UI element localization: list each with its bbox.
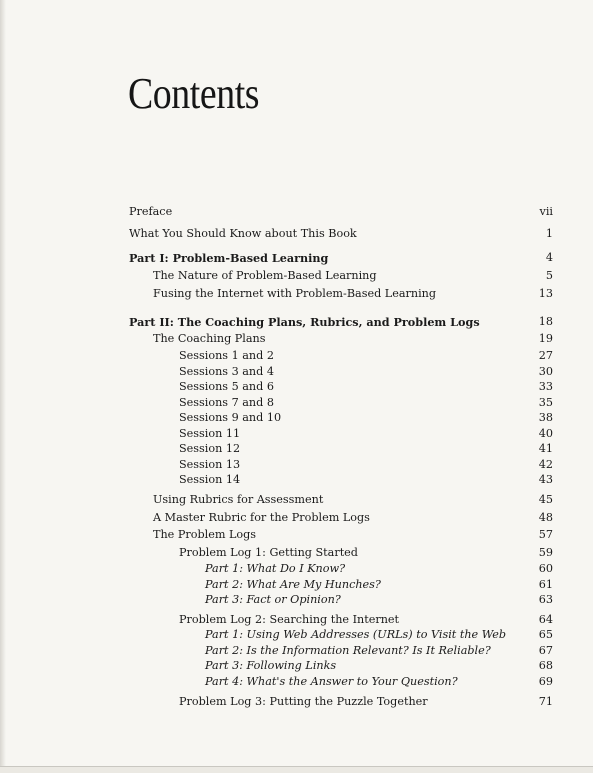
toc-entry-label: Sessions 7 and 8	[179, 396, 274, 409]
toc-entry	[0, 410, 593, 426]
toc-entry	[0, 395, 593, 411]
toc-entry-page: 42	[538, 458, 553, 471]
toc-entry-page: 68	[538, 659, 553, 672]
toc-entry-label: The Coaching Plans	[153, 332, 266, 345]
toc-entry-preface	[0, 204, 593, 220]
toc-entry-about-book	[0, 226, 593, 242]
toc-entry-page: 67	[538, 644, 553, 657]
toc-entry	[0, 364, 593, 380]
toc-entry-part-2	[0, 314, 593, 330]
toc-entry	[0, 441, 593, 457]
toc-entry	[0, 694, 593, 710]
toc-entry-label: The Problem Logs	[153, 528, 257, 541]
toc-entry-label: Sessions 3 and 4	[179, 365, 274, 378]
toc-entry-page: 45	[538, 493, 553, 506]
toc-entry	[0, 545, 593, 561]
toc-entry-page: 60	[538, 562, 553, 575]
toc-entry-page: 64	[538, 613, 553, 626]
toc-entry	[0, 426, 593, 442]
toc-entry-label: Sessions 5 and 6	[179, 380, 274, 393]
toc-entry-page: 41	[538, 442, 553, 455]
toc-entry-page: 33	[538, 380, 553, 393]
toc-entry-label: Sessions 1 and 2	[179, 349, 274, 362]
toc-entry-page: 13	[538, 287, 553, 300]
toc-entry	[0, 612, 593, 628]
toc-entry-page: 61	[538, 578, 553, 591]
toc-entry-label: A Master Rubric for the Problem Logs	[153, 511, 370, 524]
toc-entry-label: Using Rubrics for Assessment	[153, 493, 324, 506]
toc-entry-label: What You Should Know about This Book	[129, 227, 357, 240]
toc-entry-label: Part 1: Using Web Addresses (URLs) to Visit the Web	[205, 628, 507, 641]
toc-entry-label: Session 13	[179, 458, 241, 471]
toc-entry-label: The Nature of Problem-Based Learning	[153, 269, 377, 282]
toc-entry-label: Part 2: What Are My Hunches?	[205, 578, 381, 591]
toc-entry	[0, 492, 593, 508]
toc-entry-page: 40	[538, 427, 553, 440]
toc-entry	[0, 286, 593, 302]
toc-entry-page: 30	[538, 365, 553, 378]
toc-entry	[0, 268, 593, 284]
toc-entry-page: 69	[538, 675, 553, 688]
toc-entry-label: Session 11	[179, 427, 241, 440]
toc-entry	[0, 577, 593, 593]
toc-entry-page: 38	[538, 411, 553, 424]
toc-entry-label: Preface	[129, 205, 173, 218]
toc-entry-label: Session 12	[179, 442, 241, 455]
toc-entry-label: Part 3: Following Links	[205, 659, 337, 672]
toc-entry	[0, 643, 593, 659]
toc-entry-label: Part 2: Is the Information Relevant? Is It Reliable?	[205, 644, 491, 657]
toc-entry	[0, 527, 593, 543]
toc-entry-page: 63	[538, 593, 553, 606]
toc-entry-page: 48	[538, 511, 553, 524]
toc-entry	[0, 561, 593, 577]
page-title: Contents	[128, 69, 260, 118]
toc-entry-page: 27	[538, 349, 553, 362]
page-bottom-edge	[0, 766, 593, 773]
toc-entry-label: Fusing the Internet with Problem-Based Learning	[153, 287, 437, 300]
toc-entry-page: 18	[538, 315, 553, 328]
toc-entry	[0, 592, 593, 608]
toc-entry-label: Session 14	[179, 473, 241, 486]
toc-entry	[0, 331, 593, 347]
toc-entry-label: Problem Log 2: Searching the Internet	[179, 613, 400, 626]
toc-entry	[0, 379, 593, 395]
toc-entry-page: 57	[538, 528, 553, 541]
toc-entry-page: vii	[539, 205, 553, 218]
toc-entry-label: Sessions 9 and 10	[179, 411, 282, 424]
toc-entry-label: Part 3: Fact or Opinion?	[205, 593, 341, 606]
toc-entry-page: 65	[538, 628, 553, 641]
toc-entry	[0, 348, 593, 364]
toc-entry	[0, 674, 593, 690]
toc-entry	[0, 627, 593, 643]
toc-entry-page: 43	[538, 473, 553, 486]
toc-entry-label: Part 1: What Do I Know?	[205, 562, 346, 575]
toc-entry-page: 5	[545, 269, 553, 282]
toc-entry-page: 4	[545, 251, 553, 264]
toc-entry-label: Problem Log 3: Putting the Puzzle Together	[179, 695, 428, 708]
toc-entry-label: Part II: The Coaching Plans, Rubrics, and Problem Logs	[129, 315, 480, 329]
toc-entry-page: 1	[545, 227, 553, 240]
toc-entry-part-1	[0, 250, 593, 266]
toc-entry-page: 71	[538, 695, 553, 708]
toc-entry-label: Problem Log 1: Getting Started	[179, 546, 358, 559]
toc-entry-page: 19	[538, 332, 553, 345]
toc-entry-page: 59	[538, 546, 553, 559]
toc-entry	[0, 472, 593, 488]
toc-entry-page: 35	[538, 396, 553, 409]
toc-entry	[0, 457, 593, 473]
toc-entry-label: Part I: Problem-Based Learning	[129, 251, 329, 265]
toc-entry	[0, 658, 593, 674]
toc-entry-label: Part 4: What's the Answer to Your Question?	[205, 675, 458, 688]
toc-entry	[0, 510, 593, 526]
